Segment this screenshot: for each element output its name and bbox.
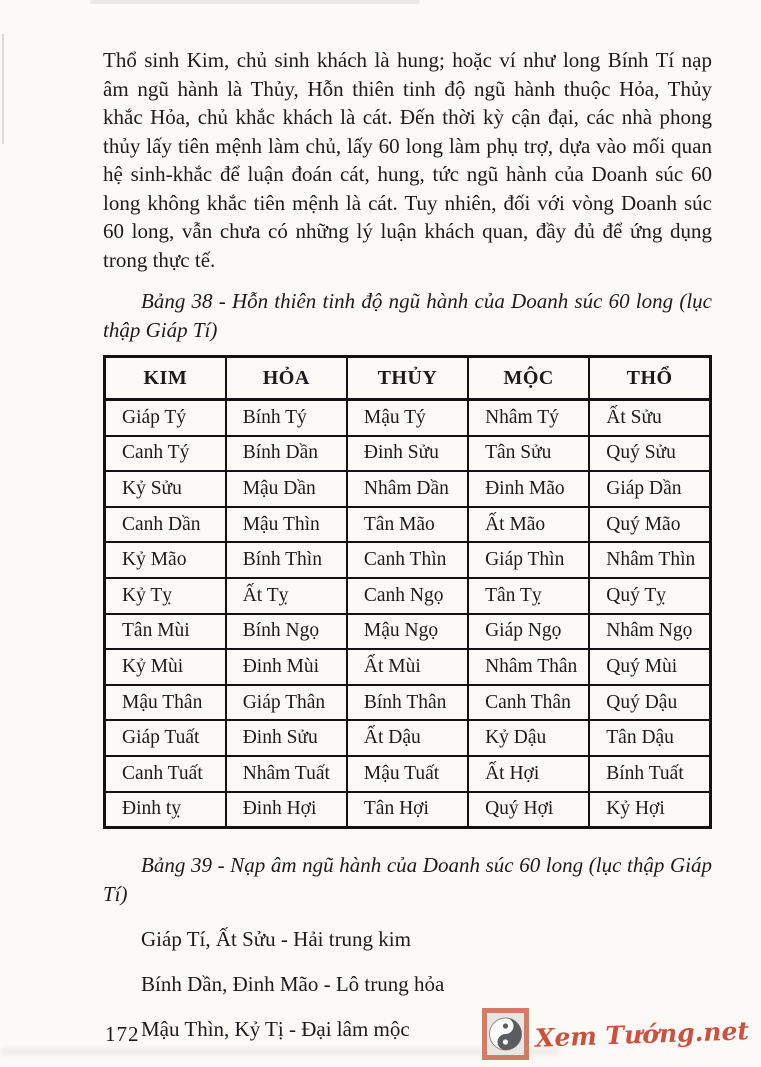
watermark [482,1008,749,1060]
intro-paragraph: Thổ sinh Kim, chủ sinh khách là hung; hoặc ví như long Bính Tí nạp âm ngũ hành là Thủy, Hỗn thiên tinh độ ngũ hành thuộc Hỏa, Thủy khắc Hỏa, chủ khắc khách là cát. Đến thời kỳ cận đại, các nhà phong thủy lấy tiên mệnh làm chủ, lấy 60 long làm phụ trợ, dựa vào mối quan hệ sinh-khắc để luận đoán cát, hung, tức ngũ hành của Doanh súc 60 long không khắc tiên mệnh là cát. Tuy nhiên, đối với vòng Doanh súc 60 long, vẫn chưa có những lý luận khách quan, đầy đủ để ứng dụng trong thực tế. [103,48,712,272]
table-cell: Đinh Sửu [347,436,468,472]
table-cell: Ất Tỵ [226,578,347,614]
table-cell: Tân Mão [347,507,468,543]
table-cell: Tân Sửu [468,436,589,472]
table-cell: Quý Mão [589,507,710,543]
table-row [105,471,711,507]
table-header-cell: KIM [105,357,226,400]
table38-caption: Bảng 38 - Hỗn thiên tinh độ ngũ hành của Doanh súc 60 long (lục thập Giáp Tí) [103,289,712,342]
table-cell: Quý Tỵ [589,578,710,614]
table-cell: Ất Sửu [589,400,710,436]
table-cell: Canh Thìn [347,542,468,578]
table-cell: Quý Mùi [589,649,710,685]
table-cell: Giáp Tuất [105,720,226,756]
table-row [105,578,711,614]
table-row [105,649,711,685]
table-row [105,756,711,792]
table-cell: Canh Tý [105,436,226,472]
table-cell: Mậu Ngọ [347,614,468,650]
table-header-cell: THỔ [589,357,710,400]
table-cell: Đinh Hợi [226,792,347,828]
table-cell: Giáp Thân [226,685,347,721]
table-cell: Mậu Thìn [226,507,347,543]
table-cell: Bính Tý [226,400,347,436]
table-cell: Mậu Tuất [347,756,468,792]
table-row [105,400,711,436]
table-cell: Giáp Dần [589,471,710,507]
table-row [105,685,711,721]
scan-artifact [90,0,420,4]
table-cell: Kỷ Mùi [105,649,226,685]
table-cell: Đinh Mùi [226,649,347,685]
page-number: 172 [105,1022,140,1046]
table-cell: Nhâm Dần [347,471,468,507]
table-row [105,792,711,828]
table-cell: Đinh Mão [468,471,589,507]
watermark-text: Xem Tướng.net [534,1015,750,1053]
table-cell: Nhâm Ngọ [589,614,710,650]
table-header-cell: HỎA [226,357,347,400]
table-cell: Nhâm Thân [468,649,589,685]
table-cell: Bính Thân [347,685,468,721]
table-cell: Kỷ Hợi [589,792,710,828]
table-cell: Bính Dần [226,436,347,472]
table-row [105,436,711,472]
table-cell: Nhâm Tuất [226,756,347,792]
table-cell: Kỷ Tỵ [105,578,226,614]
yin-yang-icon [482,1008,529,1060]
table-cell: Canh Thân [468,685,589,721]
table-cell: Canh Ngọ [347,578,468,614]
table-row [105,720,711,756]
table-cell: Tân Mùi [105,614,226,650]
table-cell: Quý Hợi [468,792,589,828]
table-cell: Đinh tỵ [105,792,226,828]
scan-artifact [2,34,4,144]
table-cell: Giáp Tý [105,400,226,436]
table-cell: Giáp Ngọ [468,614,589,650]
table-cell: Kỷ Dậu [468,720,589,756]
table-cell: Ất Dậu [347,720,468,756]
table-cell: Mậu Tý [347,400,468,436]
table-row [105,507,711,543]
table-cell: Ất Hợi [468,756,589,792]
table-cell: Tân Tỵ [468,578,589,614]
table-row [105,542,711,578]
table-cell: Kỷ Mão [105,542,226,578]
table-38-ngu-hanh [103,355,712,829]
table-cell: Nhâm Thìn [589,542,710,578]
table-cell: Ất Mùi [347,649,468,685]
table-cell: Bính Tuất [589,756,710,792]
table-cell: Giáp Thìn [468,542,589,578]
table-cell: Mậu Thân [105,685,226,721]
table-cell: Tân Dậu [589,720,710,756]
table-cell: Bính Thìn [226,542,347,578]
table-cell: Tân Hợi [347,792,468,828]
table-header-row [105,357,711,400]
table-cell: Canh Dần [105,507,226,543]
napam-line: Mậu Thìn, Kỷ Tị - Đại lâm mộc [141,1017,410,1042]
table-cell: Mậu Dần [226,471,347,507]
napam-line: Bính Dần, Đinh Mão - Lô trung hỏa [141,972,445,997]
table-cell: Nhâm Tý [468,400,589,436]
napam-line: Giáp Tí, Ất Sửu - Hải trung kim [141,927,411,952]
table39-caption: Bảng 39 - Nạp âm ngũ hành của Doanh súc 60 long (lục thập Giáp Tí) [103,853,712,906]
table-cell: Đinh Sửu [226,720,347,756]
table-header-cell: MỘC [468,357,589,400]
table-cell: Ất Mão [468,507,589,543]
table-cell: Kỷ Sửu [105,471,226,507]
table-cell: Quý Sửu [589,436,710,472]
page-content [103,46,712,1043]
table-cell: Canh Tuất [105,756,226,792]
table-row [105,614,711,650]
table-header-cell: THỦY [347,357,468,400]
scan-artifact [0,1048,560,1055]
table-cell: Quý Dậu [589,685,710,721]
table-cell: Bính Ngọ [226,614,347,650]
